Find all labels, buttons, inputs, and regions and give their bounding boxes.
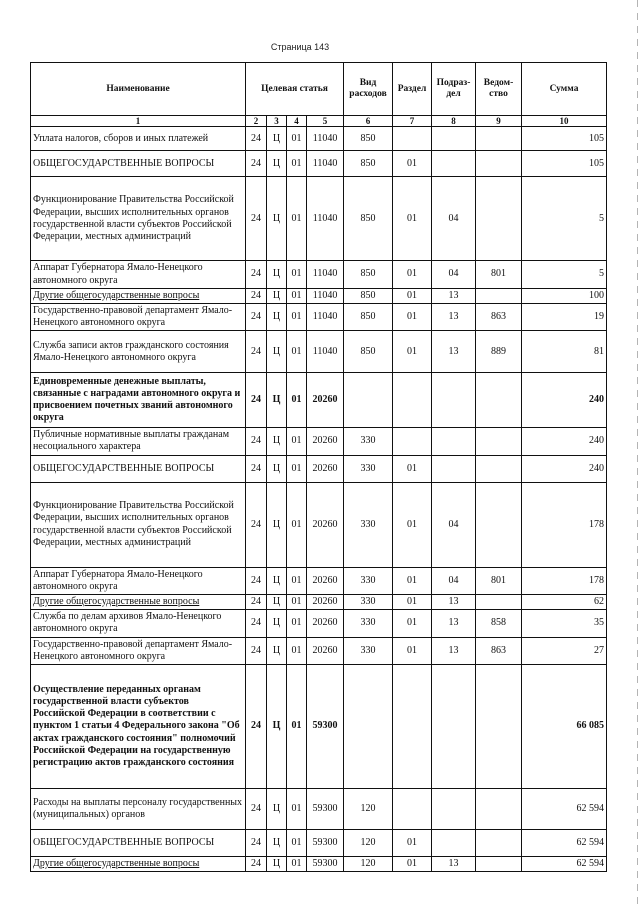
column-number: 1 [31,116,246,127]
expense-type: 850 [344,261,393,288]
expense-type: 120 [344,788,393,829]
target-part-4: 11040 [307,261,344,288]
expense-type [344,373,393,428]
table-row [31,177,607,261]
sum: 5 [522,261,607,288]
section: 01 [393,856,432,871]
target-part-4: 20260 [307,610,344,637]
subsection [432,664,476,788]
section: 01 [393,151,432,177]
department [476,856,522,871]
sum: 240 [522,428,607,455]
subsection: 13 [432,595,476,610]
target-part-4: 20260 [307,373,344,428]
column-number: 7 [393,116,432,127]
table-row [31,829,607,856]
target-part-3: 01 [287,127,307,151]
target-part-3: 01 [287,856,307,871]
table-row [31,303,607,330]
expense-type: 330 [344,610,393,637]
header-name: Наименование [31,63,246,116]
department [476,127,522,151]
subsection: 13 [432,331,476,373]
table-row [31,610,607,637]
target-part-3: 01 [287,637,307,664]
header-expense-type: Вид расходов [344,63,393,116]
target-part-4: 11040 [307,288,344,303]
target-part-4: 11040 [307,151,344,177]
target-part-3: 01 [287,788,307,829]
sum: 81 [522,331,607,373]
sum: 100 [522,288,607,303]
target-part-2: Ц [267,664,287,788]
sum: 105 [522,151,607,177]
department [476,664,522,788]
target-part-2: Ц [267,373,287,428]
header-target-article: Целевая статья [246,63,344,116]
subsection: 13 [432,303,476,330]
target-part-1: 24 [246,373,267,428]
row-name: Другие общегосударственные вопросы [33,857,200,869]
expense-type: 850 [344,177,393,261]
subsection [432,428,476,455]
target-part-2: Ц [267,788,287,829]
section [393,127,432,151]
section: 01 [393,177,432,261]
row-name: Единовременные денежные выплаты, связанные с наградами автономного округа и присвоением почетных званий автономного округа [33,375,241,424]
header-department: Ведом-ство [476,63,522,116]
header-subsection: Подраз-дел [432,63,476,116]
subsection: 04 [432,261,476,288]
target-part-3: 01 [287,455,307,482]
target-part-4: 11040 [307,177,344,261]
target-part-3: 01 [287,610,307,637]
target-part-3: 01 [287,482,307,567]
subsection: 13 [432,288,476,303]
department [476,482,522,567]
table-row [31,595,607,610]
table-row [31,788,607,829]
expense-type: 850 [344,331,393,373]
target-part-2: Ц [267,455,287,482]
column-number: 2 [246,116,267,127]
department: 858 [476,610,522,637]
sum: 5 [522,177,607,261]
subsection [432,151,476,177]
table-row [31,331,607,373]
subsection [432,455,476,482]
section: 01 [393,261,432,288]
target-part-2: Ц [267,151,287,177]
row-name: Публичные нормативные выплаты гражданам несоциального характера [33,429,230,453]
sum: 240 [522,373,607,428]
sum: 62 594 [522,788,607,829]
department [476,151,522,177]
target-part-2: Ц [267,127,287,151]
row-name: ОБЩЕГОСУДАРСТВЕННЫЕ ВОПРОСЫ [33,157,215,169]
table-row [31,482,607,567]
target-part-2: Ц [267,567,287,594]
department [476,373,522,428]
subsection: 13 [432,637,476,664]
target-part-2: Ц [267,177,287,261]
expense-type: 330 [344,482,393,567]
target-part-3: 01 [287,303,307,330]
target-part-1: 24 [246,567,267,594]
table-row [31,455,607,482]
target-part-4: 20260 [307,482,344,567]
row-name: Аппарат Губернатора Ямало-Ненецкого автономного округа [33,568,203,592]
sum: 240 [522,455,607,482]
department [476,829,522,856]
table-row [31,637,607,664]
target-part-2: Ц [267,856,287,871]
table-row [31,567,607,594]
subsection [432,829,476,856]
target-part-2: Ц [267,595,287,610]
target-part-2: Ц [267,303,287,330]
target-part-1: 24 [246,664,267,788]
department [476,595,522,610]
table-header-row [31,63,607,116]
target-part-4: 11040 [307,127,344,151]
page-number: Страница 143 [270,42,330,52]
target-part-1: 24 [246,151,267,177]
expense-type: 850 [344,151,393,177]
subsection: 04 [432,482,476,567]
section [393,428,432,455]
target-part-4: 20260 [307,428,344,455]
column-number: 10 [522,116,607,127]
section: 01 [393,455,432,482]
expense-type: 330 [344,567,393,594]
column-number: 6 [344,116,393,127]
target-part-3: 01 [287,829,307,856]
sum: 178 [522,567,607,594]
expense-type: 120 [344,856,393,871]
header-section: Раздел [393,63,432,116]
target-part-3: 01 [287,288,307,303]
department: 801 [476,567,522,594]
target-part-2: Ц [267,428,287,455]
target-part-2: Ц [267,829,287,856]
target-part-4: 11040 [307,331,344,373]
subsection: 04 [432,177,476,261]
target-part-2: Ц [267,610,287,637]
sum: 27 [522,637,607,664]
target-part-1: 24 [246,127,267,151]
subsection: 13 [432,856,476,871]
column-number: 9 [476,116,522,127]
row-name: ОБЩЕГОСУДАРСТВЕННЫЕ ВОПРОСЫ [33,462,215,474]
expense-type: 330 [344,455,393,482]
target-part-3: 01 [287,331,307,373]
sum: 178 [522,482,607,567]
section: 01 [393,610,432,637]
department [476,788,522,829]
section: 01 [393,303,432,330]
target-part-4: 20260 [307,567,344,594]
target-part-3: 01 [287,177,307,261]
target-part-1: 24 [246,288,267,303]
target-part-3: 01 [287,567,307,594]
target-part-4: 59300 [307,788,344,829]
target-part-3: 01 [287,261,307,288]
target-part-3: 01 [287,151,307,177]
subsection: 04 [432,567,476,594]
section: 01 [393,567,432,594]
column-number-row [31,116,607,127]
row-name: Служба по делам архивов Ямало-Ненецкого автономного округа [33,611,222,635]
column-number: 5 [307,116,344,127]
target-part-1: 24 [246,177,267,261]
department: 889 [476,331,522,373]
row-name: Аппарат Губернатора Ямало-Ненецкого автономного округа [33,262,203,286]
scan-edge-marks [637,0,638,905]
section: 01 [393,637,432,664]
table-row [31,664,607,788]
target-part-1: 24 [246,829,267,856]
target-part-2: Ц [267,482,287,567]
target-part-1: 24 [246,610,267,637]
target-part-4: 11040 [307,303,344,330]
table-row [31,151,607,177]
target-part-1: 24 [246,331,267,373]
target-part-4: 59300 [307,664,344,788]
row-name: Уплата налогов, сборов и иных платежей [33,132,209,144]
row-name: Государственно-правовой департамент Ямало-Ненецкого автономного округа [33,638,233,662]
expense-type [344,664,393,788]
row-name: Функционирование Правительства Российской Федерации, высших исполнительных органов государственной власти субъектов Российской Федерации, местных администраций [33,194,234,243]
expense-type: 330 [344,637,393,664]
sum: 62 594 [522,856,607,871]
target-part-3: 01 [287,664,307,788]
section: 01 [393,595,432,610]
department [476,455,522,482]
budget-table [30,62,607,872]
target-part-4: 20260 [307,455,344,482]
target-part-1: 24 [246,428,267,455]
sum: 19 [522,303,607,330]
column-number: 4 [287,116,307,127]
target-part-4: 59300 [307,856,344,871]
row-name: Другие общегосударственные вопросы [33,289,200,301]
department [476,288,522,303]
target-part-2: Ц [267,331,287,373]
subsection: 13 [432,610,476,637]
target-part-1: 24 [246,261,267,288]
target-part-1: 24 [246,303,267,330]
department: 863 [476,637,522,664]
target-part-1: 24 [246,482,267,567]
target-part-1: 24 [246,595,267,610]
row-name: Функционирование Правительства Российской Федерации, высших исполнительных органов государственной власти субъектов Российской Федерации, местных администраций [33,500,234,548]
target-part-3: 01 [287,428,307,455]
target-part-1: 24 [246,856,267,871]
section [393,788,432,829]
target-part-2: Ц [267,637,287,664]
section: 01 [393,288,432,303]
table-row [31,288,607,303]
table-row [31,261,607,288]
target-part-4: 20260 [307,637,344,664]
sum: 62 [522,595,607,610]
row-name: ОБЩЕГОСУДАРСТВЕННЫЕ ВОПРОСЫ [33,836,215,848]
row-name: Служба записи актов гражданского состояния Ямало-Ненецкого автономного округа [33,339,229,363]
target-part-4: 59300 [307,829,344,856]
department [476,177,522,261]
table-row [31,127,607,151]
header-sum: Сумма [522,63,607,116]
row-name: Осуществление переданных органам государственной власти субъектов Российской Федерации в соответствии с пунктом 1 статьи 4 Федерального закона "Об актах гражданского состояния" полномочий Российской Федерации на государственную регистрацию актов гражданского состояния [33,683,240,768]
section: 01 [393,829,432,856]
table-row [31,373,607,428]
target-part-2: Ц [267,288,287,303]
expense-type: 120 [344,829,393,856]
target-part-1: 24 [246,637,267,664]
subsection [432,788,476,829]
section: 01 [393,331,432,373]
column-number: 8 [432,116,476,127]
table-row [31,856,607,871]
subsection [432,127,476,151]
target-part-3: 01 [287,595,307,610]
department: 801 [476,261,522,288]
expense-type: 850 [344,288,393,303]
target-part-1: 24 [246,788,267,829]
target-part-4: 20260 [307,595,344,610]
table-row [31,428,607,455]
sum: 105 [522,127,607,151]
subsection [432,373,476,428]
sum: 66 085 [522,664,607,788]
section: 01 [393,482,432,567]
column-number: 3 [267,116,287,127]
target-part-3: 01 [287,373,307,428]
section [393,373,432,428]
sum: 35 [522,610,607,637]
department: 863 [476,303,522,330]
expense-type: 850 [344,303,393,330]
section [393,664,432,788]
target-part-2: Ц [267,261,287,288]
row-name: Государственно-правовой департамент Ямало-Ненецкого автономного округа [33,304,233,329]
sum: 62 594 [522,829,607,856]
row-name: Другие общегосударственные вопросы [33,596,200,608]
expense-type: 330 [344,595,393,610]
department [476,428,522,455]
row-name: Расходы на выплаты персоналу государственных (муниципальных) органов [33,796,243,820]
expense-type: 850 [344,127,393,151]
target-part-1: 24 [246,455,267,482]
expense-type: 330 [344,428,393,455]
